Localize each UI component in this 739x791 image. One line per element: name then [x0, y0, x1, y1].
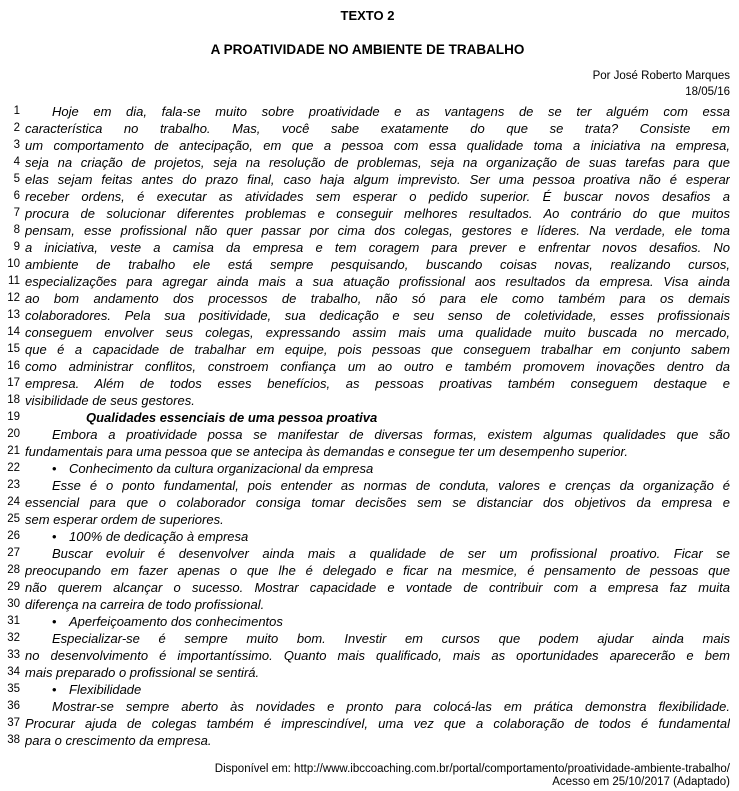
line-text: [25, 460, 730, 477]
line-number: 12: [7, 292, 20, 304]
bullet-item-label: Aperfeiçoamento dos conhecimentos: [69, 614, 283, 629]
text-line: [5, 596, 730, 613]
line-text: sem esperar ordem de superiores.: [25, 512, 224, 527]
line-number: 17: [7, 377, 20, 389]
text-line: [5, 103, 730, 120]
text-line: [5, 324, 730, 341]
text-line: [5, 647, 730, 664]
text-body: [5, 103, 730, 749]
source-footer: [5, 763, 730, 789]
line-number: 32: [7, 632, 20, 644]
line-text: Procurar ajuda de colegas também é imprescindível, uma vez que a colaboração de todos é fundamental: [25, 716, 730, 731]
text-line: [5, 222, 730, 239]
bullet-icon: •: [52, 461, 57, 476]
line-number: 23: [7, 479, 20, 491]
line-text: ao bom andamento dos processos de trabalho, não só para ele como também para os demais: [25, 291, 730, 306]
line-number: 10: [7, 258, 20, 270]
text-line: [5, 460, 730, 477]
line-number: 1: [13, 105, 20, 117]
line-text: elas sejam feitas antes do prazo final, caso haja algum imprevisto. Ser uma pessoa proativa não é esperar: [25, 172, 730, 187]
author-byline: Por José Roberto Marques: [592, 70, 730, 82]
text-line: [5, 154, 730, 171]
line-number: 14: [7, 326, 20, 338]
line-text: [25, 528, 730, 545]
line-number: 33: [7, 649, 20, 661]
text-line: [5, 681, 730, 698]
source-url-line: Disponível em: http://www.ibccoaching.com.br/portal/comportamento/proatividade-ambiente-trabalho/: [214, 763, 730, 775]
bullet-icon: •: [52, 529, 57, 544]
line-text: mais preparado o profissional se sentirá.: [25, 665, 260, 680]
line-number: 18: [7, 394, 20, 406]
line-text: a iniciativa, veste a camisa da empresa e tem coragem para prever e enfrentar novos desafios. No: [25, 240, 730, 255]
line-number: 27: [7, 547, 20, 559]
text-line: [5, 205, 730, 222]
line-text: característica no trabalho. Mas, você sabe exatamente do que se trata? Consiste em: [25, 121, 730, 136]
bullet-icon: •: [52, 682, 57, 697]
text-line: [5, 341, 730, 358]
text-line: [5, 613, 730, 630]
bullet-icon: •: [52, 614, 57, 629]
bullet-item-label: Conhecimento da cultura organizacional da empresa: [69, 461, 374, 476]
line-number: 36: [7, 700, 20, 712]
line-text: Esse é o ponto fundamental, pois entender as normas de conduta, valores e crenças da organização é: [52, 478, 730, 493]
line-text: Hoje em dia, fala-se muito sobre proatividade e as vantagens de se ter alguém com essa: [52, 104, 730, 119]
line-number: 6: [13, 190, 20, 202]
line-number: 34: [7, 666, 20, 678]
text-line: [5, 715, 730, 732]
line-number: 5: [13, 173, 20, 185]
line-text: Mostrar-se sempre aberto às novidades e pronto para colocá-las em prática demonstra flexibilidade.: [52, 699, 730, 714]
line-number: 35: [7, 683, 20, 695]
line-text: Qualidades essenciais de uma pessoa proativa: [86, 410, 378, 425]
line-number: 38: [7, 734, 20, 746]
line-number: 9: [13, 241, 20, 253]
line-text: [25, 681, 730, 698]
access-date-line: Acesso em 25/10/2017 (Adaptado): [552, 776, 730, 788]
text-line: [5, 664, 730, 681]
line-text: pensam, esse profissional não quer passar por cima dos colegas, gestores e líderes. Na verdade, ele toma: [25, 223, 730, 238]
text-line: [5, 494, 730, 511]
line-text: Especializar-se é sempre muito bom. Investir em cursos que podem ajudar ainda mais: [52, 631, 730, 646]
line-text: preocupando em fazer apenas o que lhe é delegado e ficar na mesmice, é pensamento de pessoas que: [25, 563, 730, 578]
line-text: Embora a proatividade possa se manifestar de diversas formas, existem algumas qualidades que são: [52, 427, 730, 442]
line-text: essencial para que o colaborador consiga tomar decisões sem se distanciar dos objetivos da empresa e: [25, 495, 730, 510]
line-number: 8: [13, 224, 20, 236]
line-text: como administrar conflitos, constroem confiança um ao outro e também promovem inovações dentro da: [25, 359, 730, 374]
line-number: 31: [7, 615, 20, 627]
line-text: especializações para agregar ainda mais a sua atuação profissional aos resultados da empresa. Visa ainda: [25, 274, 730, 289]
text-line: [5, 409, 730, 426]
text-line: [5, 426, 730, 443]
text-line: [5, 375, 730, 392]
publication-date: 18/05/16: [685, 86, 730, 98]
line-number: 28: [7, 564, 20, 576]
line-number: 19: [7, 411, 20, 423]
text-line: [5, 630, 730, 647]
line-number: 26: [7, 530, 20, 542]
bullet-item-label: Flexibilidade: [69, 682, 142, 697]
line-number: 25: [7, 513, 20, 525]
text-line: [5, 477, 730, 494]
line-number: 7: [13, 207, 20, 219]
line-number: 21: [7, 445, 20, 457]
line-number: 4: [13, 156, 20, 168]
text-line: [5, 579, 730, 596]
line-number: 37: [7, 717, 20, 729]
text-line: [5, 307, 730, 324]
text-line: [5, 392, 730, 409]
bullet-item-label: 100% de dedicação à empresa: [69, 529, 249, 544]
line-text: que é a capacidade de trabalhar em equipe, pois pessoas que conseguem trabalhar em conjunto sabem: [25, 342, 730, 357]
article-title: A PROATIVIDADE NO AMBIENTE DE TRABALHO: [210, 42, 525, 57]
text-line: [5, 137, 730, 154]
line-text: receber ordens, é executar as atividades sem esperar o pedido superior. É buscar novos desafios a: [25, 189, 730, 204]
line-number: 11: [8, 275, 20, 287]
line-text: conseguem envolver seus colegas, expressando assim mais uma qualidade muito buscada no mercado,: [25, 325, 730, 340]
text-line: [5, 545, 730, 562]
page-title: TEXTO 2: [340, 8, 395, 23]
text-line: [5, 443, 730, 460]
line-number: 24: [7, 496, 20, 508]
line-number: 3: [13, 139, 20, 151]
line-text: no desenvolvimento é importantíssimo. Quanto mais qualificado, mais as oportunidades aparecerão e bem: [25, 648, 730, 663]
line-text: diferença na carreira de todo profissional.: [25, 597, 265, 612]
line-text: para o crescimento da empresa.: [25, 733, 212, 748]
line-text: [25, 613, 730, 630]
text-line: [5, 290, 730, 307]
line-text: colaboradores. Pela sua positividade, sua dedicação e seu senso de coletividade, esses profissionais: [25, 308, 730, 323]
line-number: 15: [7, 343, 20, 355]
line-text: empresa. Além de todos esses benefícios, as pessoas proativas também conseguem destaque e: [25, 376, 730, 391]
line-number: 20: [7, 428, 20, 440]
text-line: [5, 239, 730, 256]
text-line: [5, 562, 730, 579]
text-line: [5, 732, 730, 749]
line-text: visibilidade de seus gestores.: [25, 393, 195, 408]
line-text: seja na criação de projetos, seja na resolução de problemas, seja na organização de suas tarefas para que: [25, 155, 730, 170]
text-line: [5, 120, 730, 137]
text-line: [5, 511, 730, 528]
line-text: não querem alcançar o sucesso. Mostrar capacidade e vontade de contribuir com a empresa faz muita: [25, 580, 730, 595]
text-line: [5, 273, 730, 290]
line-number: 22: [7, 462, 20, 474]
line-text: procura de solucionar diferentes problemas e conseguir melhores resultados. Ao contrário do que muitos: [25, 206, 730, 221]
text-line: [5, 698, 730, 715]
text-line: [5, 358, 730, 375]
line-text: um comportamento de antecipação, em que a pessoa com essa qualidade toma a iniciativa na empresa,: [25, 138, 730, 153]
line-number: 29: [7, 581, 20, 593]
line-text: ambiente de trabalho ele está sempre pesquisando, buscando coisas novas, realizando cursos,: [25, 257, 730, 272]
text-line: [5, 528, 730, 545]
line-text: Buscar evoluir é desenvolver ainda mais a qualidade de ser um profissional proativo. Ficar se: [52, 546, 730, 561]
line-number: 16: [7, 360, 20, 372]
line-number: 30: [7, 598, 20, 610]
line-text: fundamentais para uma pessoa que se antecipa às demandas e consegue ter um desempenho superior.: [25, 444, 628, 459]
text-line: [5, 188, 730, 205]
text-line: [5, 256, 730, 273]
text-line: [5, 171, 730, 188]
line-number: 2: [13, 122, 20, 134]
line-number: 13: [7, 309, 20, 321]
